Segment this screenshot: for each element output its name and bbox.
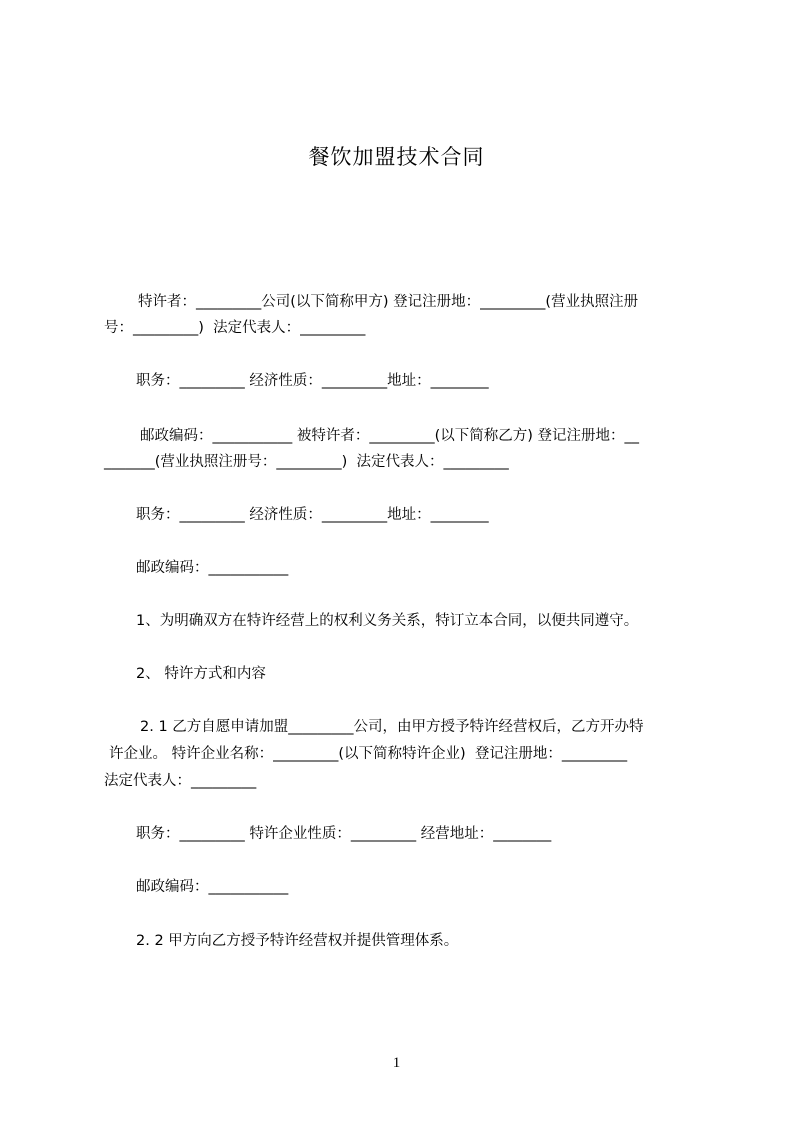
paragraph-line: 2. 1 乙方自愿申请加盟_________公司，由甲方授予特许经营权后，乙方开办特	[140, 719, 644, 735]
document-title: 餐饮加盟技术合同	[308, 145, 485, 169]
section-heading: 2、 特许方式和内容	[136, 666, 266, 682]
paragraph-line: 邮政编码：___________	[136, 879, 289, 895]
paragraph-line: 职务：_________ 特许企业性质：_________ 经营地址：________	[136, 826, 552, 842]
paragraph-line: 号：_________) 法定代表人：_________	[104, 320, 366, 336]
paragraph-line: _______(营业执照注册号：_________) 法定代表人：_________	[104, 454, 509, 470]
paragraph-line: 邮政编码：___________ 被特许者：_________(以下简称乙方) 登记注册地：__	[140, 428, 640, 444]
paragraph-line: 职务：_________ 经济性质：_________地址：________	[136, 507, 489, 523]
page-number: 1	[392, 1055, 401, 1071]
paragraph-line: 特许者：_________公司(以下简称甲方) 登记注册地：_________(营业执照注册	[138, 294, 639, 310]
paragraph-line: 法定代表人：_________	[104, 773, 257, 789]
paragraph-line: 1、为明确双方在特许经营上的权利义务关系，特订立本合同，以便共同遵守。	[136, 613, 639, 629]
paragraph-line: 职务：_________ 经济性质：_________地址：________	[136, 373, 489, 389]
paragraph-line: 许企业。 特许企业名称：_________(以下简称特许企业) 登记注册地：_________	[109, 746, 628, 762]
paragraph-line: 邮政编码：___________	[136, 560, 289, 576]
paragraph-line: 2. 2 甲方向乙方授予特许经营权并提供管理体系。	[136, 933, 459, 949]
